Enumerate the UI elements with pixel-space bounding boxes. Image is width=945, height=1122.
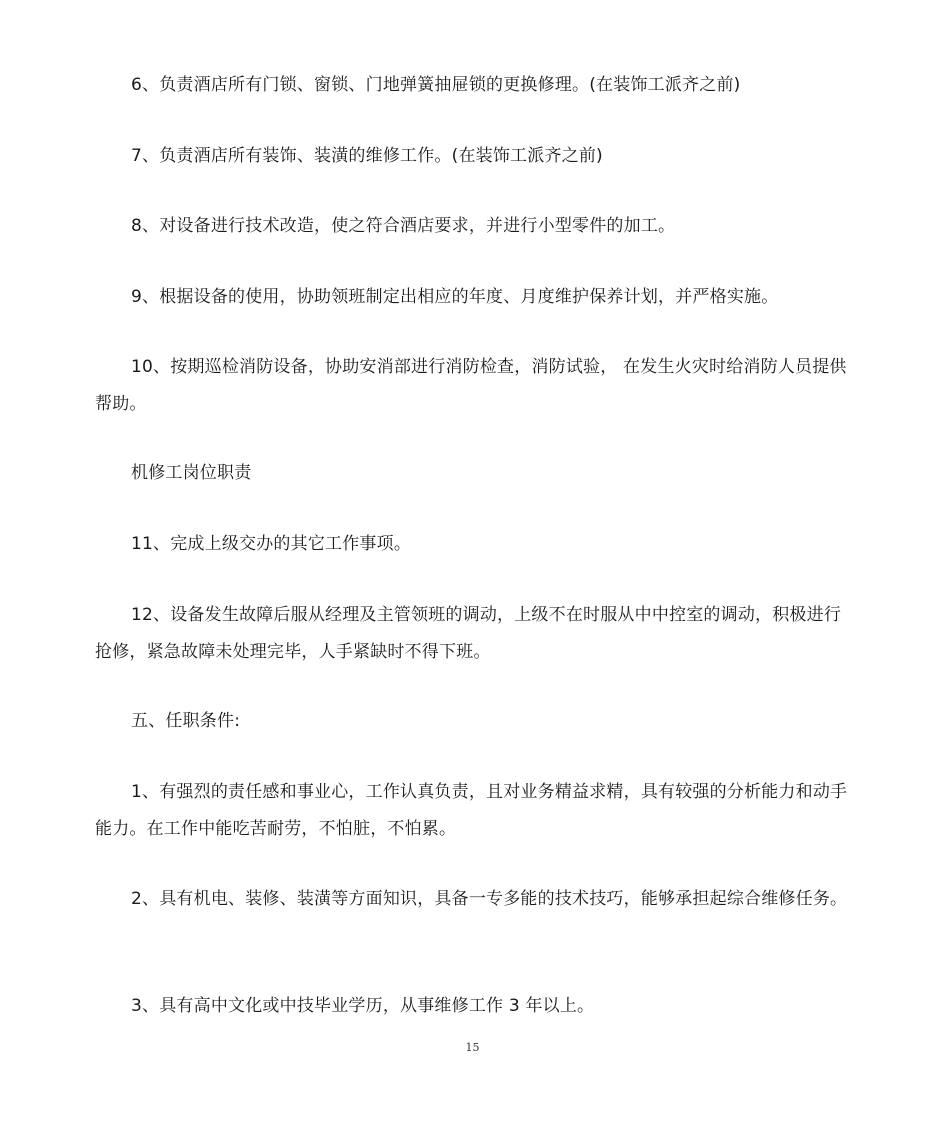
qualification-item-2: 2、具有机电、装修、装潢等方面知识，具备一专多能的技术技巧，能够承担起综合维修任务。 xyxy=(131,889,848,909)
paragraph-item-6: 6、负责酒店所有门锁、窗锁、门地弹簧抽屉锁的更换修理。(在装饰工派齐之前) xyxy=(131,75,741,95)
section-heading-mechanic-duties: 机修工岗位职责 xyxy=(131,463,252,483)
paragraph-item-12: 12、设备发生故障后服从经理及主管领班的调动，上级不在时服从中中控室的调动，积极进行抢修，紧急故障未处理完毕，人手紧缺时不得下班。 xyxy=(95,605,842,662)
section-heading-qualifications: 五、任职条件: xyxy=(131,711,241,731)
paragraph-item-11: 11、完成上级交办的其它工作事项。 xyxy=(131,534,412,554)
paragraph-item-8: 8、对设备进行技术改造，使之符合酒店要求，并进行小型零件的加工。 xyxy=(131,216,676,236)
paragraph-item-7: 7、负责酒店所有装饰、装潢的维修工作。(在装饰工派齐之前) xyxy=(131,146,603,166)
qualification-item-1: 1、有强烈的责任感和事业心，工作认真负责，且对业务精益求精，具有较强的分析能力和动手能力。在工作中能吃苦耐劳，不怕脏，不怕累。 xyxy=(95,782,848,839)
page-number: 15 xyxy=(465,1041,480,1054)
paragraph-item-9: 9、根据设备的使用，协助领班制定出相应的年度、月度维护保养计划，并严格实施。 xyxy=(131,287,779,307)
qualification-item-3: 3、具有高中文化或中技毕业学历，从事维修工作 3 年以上。 xyxy=(131,996,595,1016)
paragraph-item-10: 10、按期巡检消防设备，协助安消部进行消防检查，消防试验， 在发生火灾时给消防人员提供帮助。 xyxy=(95,357,847,414)
